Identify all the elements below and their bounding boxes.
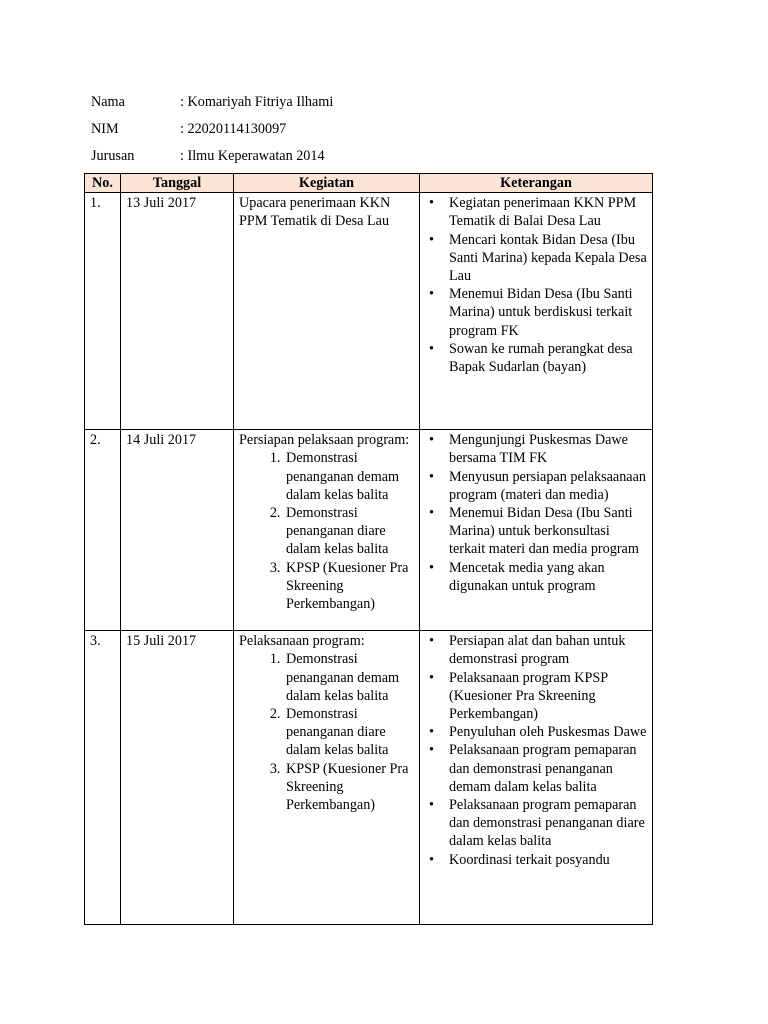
- note-item: • Pelaksanaan program KPSP (Kuesioner Pra Skreening Perkembangan): [449, 669, 647, 724]
- row-notes: [420, 631, 653, 925]
- activity-items: [239, 449, 414, 613]
- row-no: 1.: [85, 193, 121, 430]
- row-date: 15 Juli 2017: [121, 631, 234, 925]
- table-row: [85, 193, 653, 430]
- note-item: • Kegiatan penerimaan KKN PPM Tematik di Balai Desa Lau: [449, 194, 647, 230]
- header-notes: Keterangan: [420, 174, 653, 193]
- note-item: • Pelaksanaan program pemaparan dan demonstrasi penanganan demam dalam kelas balita: [449, 741, 647, 796]
- name-value: : Komariyah Fitriya Ilhami: [180, 94, 334, 110]
- row-activity: [234, 193, 420, 430]
- note-item: • Mencetak media yang akan digunakan untuk program: [449, 559, 647, 595]
- row-date: 13 Juli 2017: [121, 193, 234, 430]
- header-date: Tanggal: [121, 174, 234, 193]
- activity-item: 1. Demonstrasi penanganan demam dalam kelas balita: [284, 449, 414, 504]
- major-value: : Ilmu Keperawatan 2014: [180, 148, 325, 164]
- header-no: No.: [85, 174, 121, 193]
- activity-items: [239, 650, 414, 814]
- name-label: Nama: [91, 94, 125, 110]
- note-item: • Penyuluhan oleh Puskesmas Dawe: [449, 723, 647, 741]
- activity-item: 2. Demonstrasi penanganan diare dalam kelas balita: [284, 705, 414, 760]
- notes-list: [425, 194, 647, 376]
- note-item: • Persiapan alat dan bahan untuk demonstrasi program: [449, 632, 647, 668]
- note-item: • Menemui Bidan Desa (Ibu Santi Marina) untuk berdiskusi terkait program FK: [449, 285, 647, 340]
- activity-title: Pelaksanaan program:: [239, 633, 365, 650]
- activity-table: [84, 173, 653, 925]
- major-label: Jurusan: [91, 148, 135, 164]
- activity-title: Upacara penerimaan KKN PPM Tematik di Desa Lau: [239, 195, 391, 230]
- note-item: • Mengunjungi Puskesmas Dawe bersama TIM FK: [449, 431, 647, 467]
- note-item: • Menyusun persiapan pelaksaanaan program (materi dan media): [449, 468, 647, 504]
- row-no: 2.: [85, 430, 121, 631]
- nim-value: : 22020114130097: [180, 121, 287, 137]
- note-item: • Koordinasi terkait posyandu: [449, 851, 647, 869]
- activity-item: 2. Demonstrasi penanganan diare dalam kelas balita: [284, 504, 414, 559]
- note-item: • Mencari kontak Bidan Desa (Ibu Santi Marina) kepada Kepala Desa Lau: [449, 231, 647, 286]
- activity-item: 3. KPSP (Kuesioner Pra Skreening Perkembangan): [284, 559, 414, 614]
- row-no: 3.: [85, 631, 121, 925]
- notes-list: [425, 431, 647, 595]
- row-notes: [420, 430, 653, 631]
- header-activity: Kegiatan: [234, 174, 420, 193]
- table-header-row: [85, 174, 653, 193]
- row-activity: [234, 430, 420, 631]
- activity-item: 1. Demonstrasi penanganan demam dalam kelas balita: [284, 650, 414, 705]
- note-item: • Menemui Bidan Desa (Ibu Santi Marina) untuk berkonsultasi terkait materi dan media program: [449, 504, 647, 559]
- row-date: 14 Juli 2017: [121, 430, 234, 631]
- table-row: [85, 430, 653, 631]
- note-item: • Sowan ke rumah perangkat desa Bapak Sudarlan (bayan): [449, 340, 647, 376]
- activity-item: 3. KPSP (Kuesioner Pra Skreening Perkembangan): [284, 760, 414, 815]
- row-notes: [420, 193, 653, 430]
- note-item: • Pelaksanaan program pemaparan dan demonstrasi penanganan diare dalam kelas balita: [449, 796, 647, 851]
- row-activity: [234, 631, 420, 925]
- table-row: [85, 631, 653, 925]
- activity-title: Persiapan pelaksaan program:: [239, 432, 410, 449]
- nim-label: NIM: [91, 121, 119, 137]
- notes-list: [425, 632, 647, 869]
